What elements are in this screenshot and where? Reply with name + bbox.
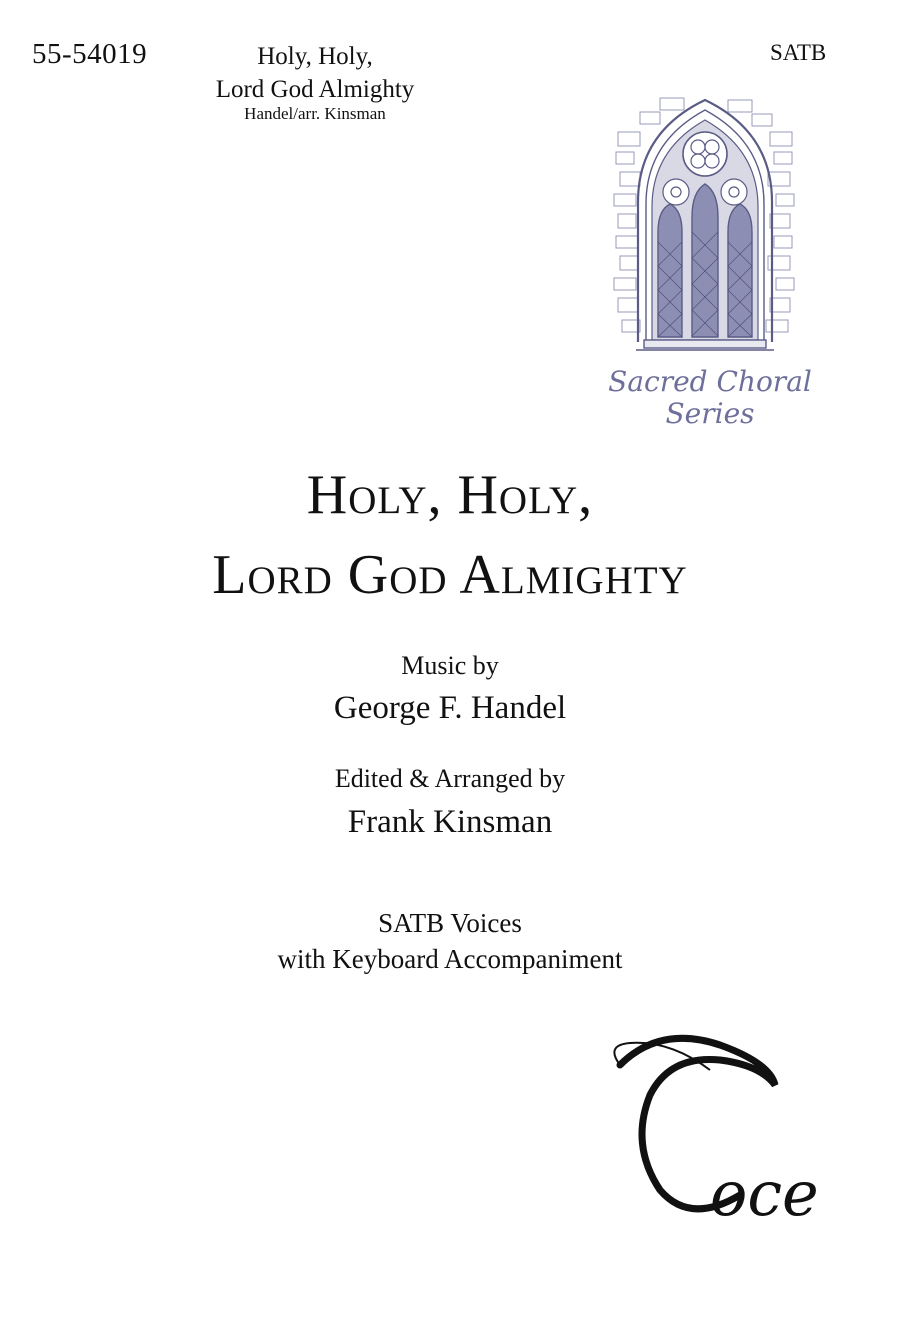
composer-name: George F. Handel (333, 690, 567, 726)
series-line1: Sacred Choral (608, 365, 812, 398)
logo-text: oce (710, 1157, 819, 1230)
publisher-logo (600, 1025, 850, 1235)
series-logo (585, 366, 835, 430)
music-by-label: Music by (401, 651, 499, 680)
header-title (200, 40, 430, 106)
voicing-line1: SATB Voices (378, 908, 522, 938)
main-title-line2: Lord God Almighty (212, 544, 688, 606)
header-credit: Handel/arr. Kinsman (244, 104, 386, 123)
header-title-line2: Lord God Almighty (215, 76, 415, 103)
voicing-description (0, 905, 900, 977)
catalog-number: 55-54019 (32, 38, 148, 70)
header-title-line1: Holy, Holy, (257, 43, 373, 70)
gothic-window-illustration (610, 92, 800, 367)
header-voicing: SATB (770, 40, 827, 65)
main-title (0, 455, 900, 615)
main-title-line1: Holy, Holy, (306, 464, 594, 526)
arranged-by-label: Edited & Arranged by (334, 764, 566, 793)
voicing-line2: with Keyboard Accompaniment (277, 944, 623, 974)
series-line2: Series (665, 397, 755, 430)
arranger-name: Frank Kinsman (347, 804, 553, 840)
